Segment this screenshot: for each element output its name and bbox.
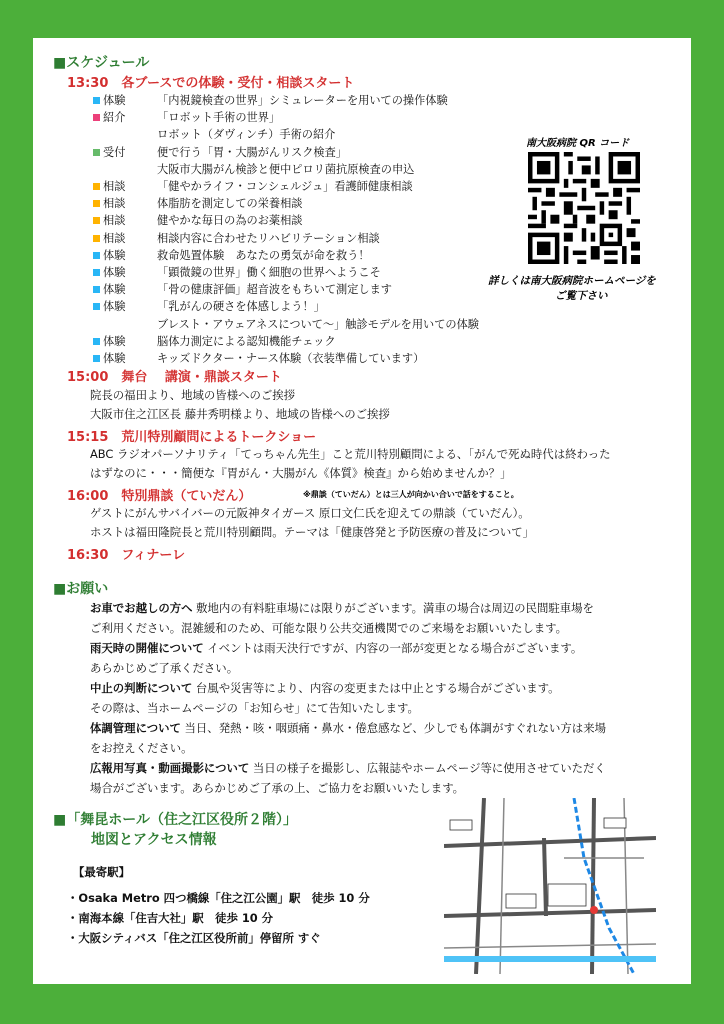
bullet-square-icon: [93, 355, 100, 362]
bullet-square-icon: [93, 235, 100, 242]
schedule-item-text: 「内視鏡検査の世界」シミュレーターを用いての操作体験: [157, 94, 448, 107]
schedule-item-tag: [93, 298, 157, 314]
schedule-item-text: 健やかな毎日の為のお薬相談: [157, 214, 303, 228]
schedule-item-text: 相談内容に合わせたリハビリテーション相談: [157, 231, 380, 245]
schedule-item-tag-text: 相談: [103, 214, 126, 228]
schedule-item-text: ブレスト・アウェアネスについて～」触診モデルを用いての体験: [157, 317, 479, 331]
schedule-item: [93, 230, 380, 246]
access-map[interactable]: [444, 798, 656, 974]
access-heading-2: 地図とアクセス情報: [91, 832, 217, 848]
schedule-item: [93, 161, 414, 177]
request-lead: 広報用写真・動画撮影について: [90, 761, 250, 775]
time-1500: 15:00 舞台 講演・鼎談スタート: [67, 370, 282, 385]
schedule-item: [93, 92, 448, 108]
request-lead: 体調管理について: [90, 721, 181, 735]
schedule-item-tag: [93, 212, 157, 228]
schedule-item-tag-text: 相談: [103, 197, 126, 211]
bullet-square-icon: [93, 217, 100, 224]
request-block: [90, 760, 606, 776]
schedule-item: [93, 264, 381, 280]
schedule-item-tag: [93, 333, 157, 349]
teidan-line-1: ゲストにがんサバイバーの元阪神タイガース 原口文仁氏を迎えての鼎談（ていだん）。: [90, 506, 530, 520]
schedule-item-text: ロボット（ダヴィンチ）手術の紹介: [157, 128, 336, 142]
request-lead: 中止の判断について: [90, 681, 193, 695]
request-line: イベントは雨天決行ですが、内容の一部が変更となる場合がございます。: [203, 641, 583, 655]
schedule-item-tag-text: 体験: [103, 283, 126, 297]
schedule-item-tag-text: 体験: [103, 248, 126, 262]
schedule-item-tag-text: 体験: [103, 352, 126, 365]
schedule-item-text: 「ロボット手術の世界」: [157, 111, 281, 125]
qr-caption: 南大阪病院 QR コード: [526, 138, 630, 149]
schedule-item-tag: [93, 350, 157, 366]
bullet-square-icon: [93, 338, 100, 345]
schedule-item-text: 救命処置体験 あなたの勇気が命を救う！: [157, 248, 370, 262]
station-2: ・南海本線「住吉大社」駅 徒歩 10 分: [67, 911, 274, 925]
bullet-square-icon: [93, 200, 100, 207]
access-heading-1: ■「舞昆ホール（住之江区役所２階）」: [53, 812, 297, 828]
schedule-item: [93, 195, 302, 211]
schedule-item-tag: [93, 247, 157, 263]
request-line: 当日、発熱・咳・咽頭痛・鼻水・倦怠感など、少しでも体調がすぐれない方は来場: [180, 721, 606, 735]
schedule-item-tag: [93, 92, 157, 108]
station-1: ・Osaka Metro 四つ橋線「住之江公園」駅 徒歩 10 分: [67, 891, 370, 905]
schedule-item-tag-text: 相談: [103, 231, 126, 245]
schedule-item: [93, 144, 347, 160]
schedule-item-text: キッズドクター・ナース体験（衣装準備しています）: [157, 352, 425, 365]
request-block: [90, 680, 560, 696]
time-1330: 13:30 各ブースでの体験・受付・相談スタート: [67, 76, 355, 91]
schedule-item-tag-text: 体験: [103, 94, 126, 107]
schedule-item: [93, 281, 392, 297]
request-line: ご利用ください。混雑緩和のため、可能な限り公共交通機関でのご来場をお願いいたします。: [90, 621, 568, 635]
bullet-square-icon: [93, 114, 100, 121]
schedule-item-tag-text: 受付: [103, 145, 126, 159]
schedule-item-tag-text: 紹介: [103, 111, 126, 125]
schedule-item-tag: [93, 230, 157, 246]
schedule-item-tag: [93, 264, 157, 280]
request-lead: お車でお越しの方へ: [90, 601, 193, 615]
request-heading: ■お願い: [53, 581, 109, 597]
schedule-item-tag: [93, 195, 157, 211]
bullet-square-icon: [93, 286, 100, 293]
request-line: 場合がございます。あらかじめご了承の上、ご協力をお願いいたします。: [90, 781, 465, 795]
qr-code-icon[interactable]: [528, 152, 640, 264]
schedule-item-tag: [93, 281, 157, 297]
schedule-item-text: 「骨の健康評価」超音波をもちいて測定します: [157, 283, 392, 297]
schedule-item: [93, 316, 479, 332]
schedule-item: [93, 126, 335, 142]
schedule-item-text: 脳体力測定による認知機能チェック: [157, 334, 336, 348]
station-3: ・大阪シティバス「住之江区役所前」停留所 すぐ: [67, 931, 321, 945]
schedule-item-tag: [93, 178, 157, 194]
schedule-item: [93, 178, 413, 194]
bullet-square-icon: [93, 183, 100, 190]
bullet-square-icon: [93, 149, 100, 156]
schedule-item-text: 「顕微鏡の世界」働く細胞の世界へようこそ: [157, 266, 381, 279]
schedule-item-tag: [93, 144, 157, 160]
time-1515: 15:15 荒川特別顧問によるトークショー: [67, 430, 317, 445]
schedule-item-text: 便で行う「胃・大腸がんリスク検査」: [157, 145, 347, 159]
time-1630: 16:30 フィナーレ: [67, 548, 186, 563]
station-heading: 【最寄駅】: [73, 865, 130, 879]
bullet-square-icon: [93, 97, 100, 104]
schedule-item: [93, 212, 302, 228]
schedule-item: [93, 298, 325, 314]
request-block: [90, 600, 594, 616]
bullet-square-icon: [93, 269, 100, 276]
request-line: 敷地内の有料駐車場には限りがございます。満車の場合は周辺の民間駐車場を: [192, 601, 594, 615]
request-line: をお控えください。: [90, 741, 193, 755]
time-1600: 16:00 特別鼎談（ていだん）: [67, 489, 252, 504]
schedule-item-tag: [93, 109, 157, 125]
schedule-heading: ■スケジュール: [53, 55, 150, 71]
schedule-item-text: 「健やかライフ・コンシェルジュ」看護師健康相談: [157, 180, 413, 193]
qr-note-1: 詳しくは南大阪病院ホームページを: [488, 275, 656, 287]
schedule-item-tag-text: 体験: [103, 266, 126, 279]
request-lead: 雨天時の開催について: [90, 641, 204, 655]
document-sheet: [33, 38, 691, 984]
schedule-item-tag-text: 相談: [103, 180, 126, 193]
request-line: 台風や災害等により、内容の変更または中止とする場合がございます。: [192, 681, 560, 695]
schedule-item-text: 大阪市大腸がん検診と便中ピロリ菌抗原検査の申込: [157, 162, 415, 176]
stage-line-2: 大阪市住之江区長 藤井秀明様より、地域の皆様へのご挨拶: [90, 407, 390, 421]
qr-note-2: ご覧下さい: [555, 290, 608, 302]
schedule-item-text: 「乳がんの硬さを体感しよう！」: [157, 300, 325, 314]
stage-line-1: 院長の福田より、地域の皆様へのご挨拶: [90, 388, 296, 402]
schedule-item: [93, 109, 280, 125]
schedule-item: [93, 350, 424, 366]
bullet-square-icon: [93, 303, 100, 310]
request-line: 当日の様子を撮影し、広報誌やホームページ等に使用させていただく: [249, 761, 606, 775]
schedule-item-tag-text: 体験: [103, 300, 126, 314]
talk-line-1: ABC ラジオパーソナリティ「てっちゃん先生」こと荒川特別顧問による、「がんで死ぬ時代は終わった: [90, 447, 611, 461]
schedule-item: [93, 247, 370, 263]
bullet-square-icon: [93, 252, 100, 259]
teidan-line-2: ホストは福田隆院長と荒川特別顧問。テーマは「健康啓発と予防医療の普及について」: [90, 525, 535, 539]
schedule-item: [93, 333, 336, 349]
request-line: その際は、当ホームページの「お知らせ」にて告知いたします。: [90, 701, 419, 715]
talk-line-2: はずなのに・・・簡便な『胃がん・大腸がん《体質》検査』から始めませんか？」: [90, 466, 512, 480]
request-block: [90, 640, 582, 656]
teidan-note: ※鼎談（ていだん）とは三人が向かい合いで話をすること。: [303, 490, 519, 499]
schedule-item-tag-text: 体験: [103, 334, 126, 348]
schedule-item-text: 体脂肪を測定しての栄養相談: [157, 197, 303, 211]
request-block: [90, 720, 606, 736]
request-line: あらかじめご了承ください。: [90, 661, 239, 675]
